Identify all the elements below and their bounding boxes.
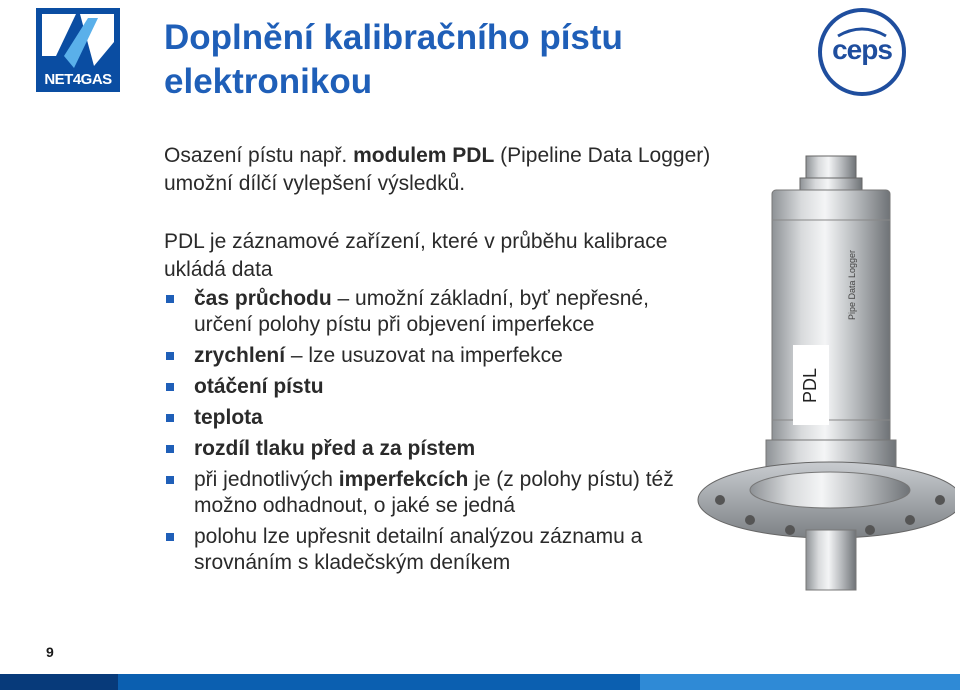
bullet-list bbox=[164, 286, 709, 581]
ceps-logo-text: ceps bbox=[832, 34, 892, 65]
pdl-label-text: PDL bbox=[800, 367, 821, 403]
slide-title bbox=[164, 16, 764, 104]
footer-bar-light-segment bbox=[640, 674, 960, 690]
bullet-text: je (z polohy pístu) též možno odhadnout, o jaké se jedná bbox=[194, 468, 674, 517]
pdl-label bbox=[793, 345, 829, 425]
net4gas-logo bbox=[36, 8, 120, 92]
list-item bbox=[164, 343, 709, 369]
bullet-bold: čas průchodu bbox=[194, 287, 332, 310]
bullet-text: polohu lze upřesnit detailní analýzou záznamu a srovnáním s kladečským deníkem bbox=[194, 525, 643, 574]
list-item bbox=[164, 467, 709, 519]
title-line-2: elektronikou bbox=[164, 62, 373, 101]
bullet-bold: rozdíl tlaku před a za pístem bbox=[194, 437, 476, 460]
engraving-text: Pipe Data Logger bbox=[847, 249, 857, 320]
bullet-bold: zrychlení bbox=[194, 344, 286, 367]
net4gas-logo-text: NET4GAS bbox=[44, 71, 112, 88]
bullet-text: – lze usuzovat na imperfekce bbox=[285, 344, 563, 367]
ceps-logo bbox=[816, 6, 908, 98]
list-item bbox=[164, 524, 709, 576]
bullet-text: – umožní základní, byť nepřesné, určení polohy pístu při objevení imperfekce bbox=[194, 287, 649, 336]
pdl-description: PDL je záznamové zařízení, které v průběhu kalibrace ukládá data bbox=[164, 230, 668, 281]
bullet-bold: teplota bbox=[194, 406, 263, 429]
page-number: 9 bbox=[46, 644, 54, 660]
intro-bold: modulem PDL bbox=[353, 144, 495, 167]
list-item bbox=[164, 436, 709, 462]
list-item bbox=[164, 374, 709, 400]
bullet-bold: imperfekcích bbox=[338, 468, 469, 491]
footer-bar-dark-segment bbox=[0, 674, 118, 690]
intro-text bbox=[164, 142, 724, 198]
bullet-pre: při jednotlivých bbox=[194, 468, 339, 491]
bullet-bold: otáčení pístu bbox=[194, 375, 324, 398]
intro-part-1: Osazení pístu např. bbox=[164, 144, 354, 167]
list-item bbox=[164, 405, 709, 431]
title-line-1: Doplnění kalibračního pístu bbox=[164, 18, 623, 57]
list-item bbox=[164, 286, 709, 338]
intro-part-2: (Pipeline Data Logger) umožní dílčí vylepšení výsledků. bbox=[164, 144, 711, 195]
